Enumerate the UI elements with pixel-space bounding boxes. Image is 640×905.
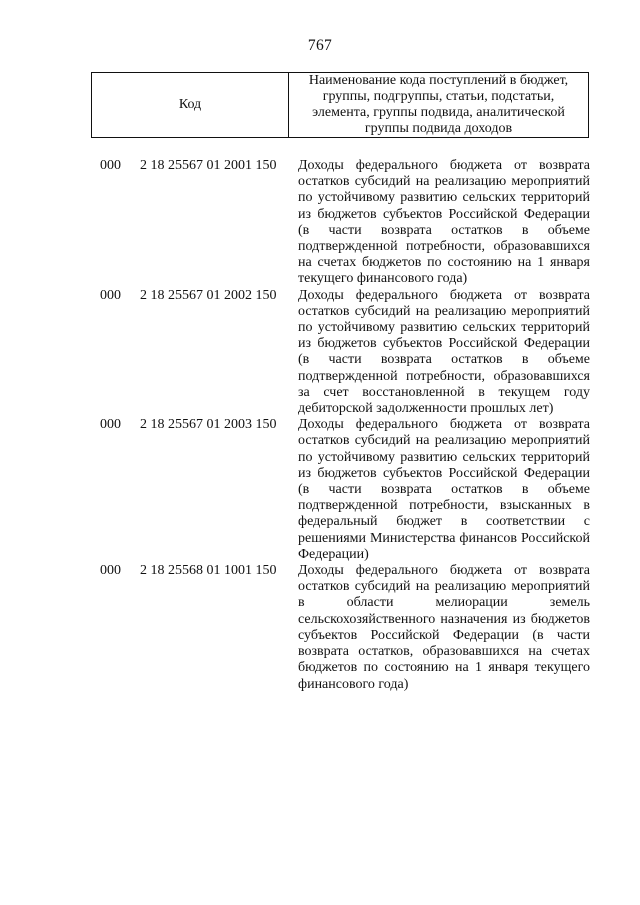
table-row [0,563,640,693]
revenue-description: Доходы федерального бюджета от возврата остатков субсидий на реализацию мероприятий по устойчивому развитию сельских территорий из бюджетов субъектов Российской Федерации (в части возврата остатков в объеме подтвержденной потребности, образовавшихся за счет восстановленной в текущем году дебиторской задолженности прошлых лет) [298,287,590,417]
revenue-description: Доходы федерального бюджета от возврата остатков субсидий на реализацию мероприятий по устойчивому развитию сельских территорий из бюджетов субъектов Российской Федерации (в части возврата остатков в объеме подтвержденной потребности, взысканных в федеральный бюджет в соответствии с решениями Министерства финансов Российской Федерации) [298,417,590,562]
admin-code: 000 [100,158,121,173]
classification-code: 2 18 25567 01 2002 150 [140,287,277,303]
classification-code: 2 18 25567 01 2003 150 [140,417,277,433]
classification-code: 2 18 25568 01 1001 150 [140,563,277,579]
table-row [0,158,640,288]
page-number: 767 [307,37,333,54]
classification-code: 2 18 25567 01 2001 150 [140,158,277,173]
table-row [0,288,640,418]
admin-code: 000 [100,563,121,579]
header-name-column: Наименование кода поступлений в бюджет, группы, подгруппы, статьи, подстатьи, элемента, группы подвида, аналитической группы подвида доходов [308,72,569,137]
table-body [0,158,640,693]
admin-code: 000 [100,287,121,303]
table-row [0,417,640,563]
header-code-column: Код [92,73,289,137]
revenue-description: Доходы федерального бюджета от возврата остатков субсидий на реализацию мероприятий по устойчивому развитию сельских территорий из бюджетов субъектов Российской Федерации (в части возврата остатков в объеме подтвержденной потребности, образовавшихся на счетах бюджетов по состоянию на 1 января текущего финансового года) [298,158,590,287]
revenue-description: Доходы федерального бюджета от возврата остатков субсидий на реализацию мероприятий в области мелиорации земель сельскохозяйственного назначения из бюджетов субъектов Российской Федерации (в части возврата остатков, образовавшихся на счетах бюджетов по состоянию на 1 января текущего финансового года) [298,563,590,692]
admin-code: 000 [100,417,121,433]
table-header [91,72,589,138]
